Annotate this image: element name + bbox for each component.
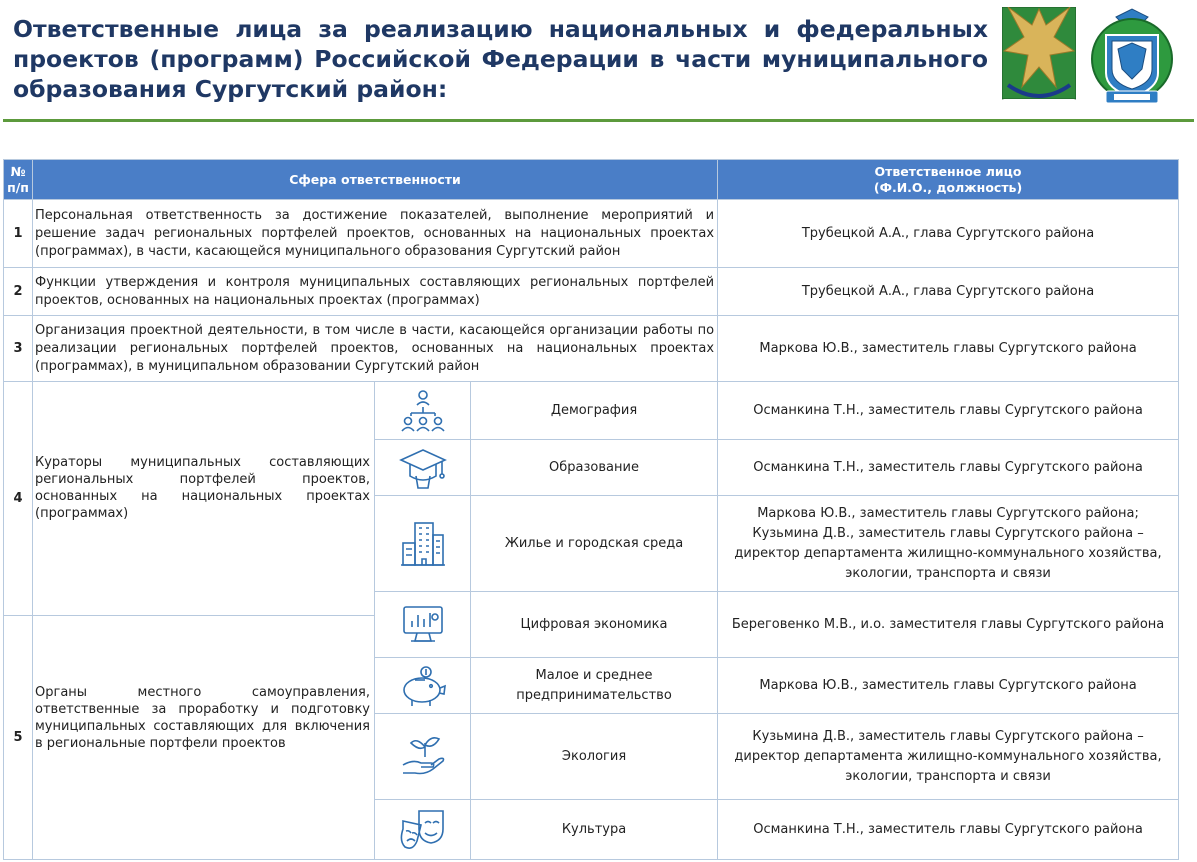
education-icon — [398, 446, 448, 490]
project-name — [471, 658, 718, 714]
project-responsible-line: экологии, транспорта и связи — [845, 565, 1051, 581]
col-header-responsible-line2: (Ф.И.О., должность) — [873, 179, 1023, 195]
project-icon-cell — [375, 440, 471, 496]
project-responsible-line: Маркова Ю.В., заместитель главы Сургутского района; — [757, 505, 1139, 521]
project-icon-cell — [375, 382, 471, 440]
project-responsible: Османкина Т.Н., заместитель главы Сургутского района — [718, 440, 1179, 496]
demography-icon — [399, 389, 447, 433]
row-responsible: Трубецкой А.А., глава Сургутского района — [718, 200, 1179, 268]
project-responsible-line: Кузьмина Д.В., заместитель главы Сургутского района – — [752, 728, 1144, 744]
row-responsible: Маркова Ю.В., заместитель главы Сургутского района — [718, 316, 1179, 382]
row-number: 2 — [4, 268, 33, 316]
row-number: 4 — [4, 382, 33, 616]
table-row — [4, 382, 1179, 440]
col-header-sphere: Сфера ответственности — [33, 160, 718, 200]
project-responsible-line: Кузьмина Д.В., заместитель главы Сургутского района – — [752, 525, 1144, 541]
row-sphere-local-government: Органы местного самоуправления, ответственные за проработку и подготовку муниципальных составляющих для включения в региональные портфели проектов — [33, 616, 375, 860]
table-row — [4, 268, 1179, 316]
row-sphere-curators: Кураторы муниципальных составляющих региональных портфелей проектов, основанных на национальных проектах (программах) — [33, 382, 375, 616]
project-responsible: Османкина Т.Н., заместитель главы Сургутского района — [718, 800, 1179, 860]
table-header-row — [4, 160, 1179, 200]
col-header-num: № п/п — [4, 160, 33, 200]
page-header — [0, 0, 1197, 124]
project-icon-cell — [375, 800, 471, 860]
responsibility-table — [3, 159, 1179, 860]
yugra-coat-of-arms-icon — [1086, 7, 1178, 107]
culture-icon — [399, 807, 447, 853]
surgut-district-emblem-icon — [1002, 7, 1076, 107]
col-header-responsible — [718, 160, 1179, 200]
housing-icon — [399, 519, 447, 569]
project-responsible-line: директор департамента жилищно-коммунального хозяйства, — [734, 545, 1162, 561]
project-responsible-line: директор департамента жилищно-коммунального хозяйства, — [734, 748, 1162, 764]
project-name-line: Малое и среднее — [535, 667, 653, 683]
project-icon-cell — [375, 714, 471, 800]
project-name: Цифровая экономика — [471, 592, 718, 658]
header-divider — [3, 119, 1194, 122]
row-sphere: Персональная ответственность за достижение показателей, выполнение мероприятий и решение задач региональных портфелей проектов, основанных на национальных проектах (программах), в части, касающейся муниципального образования Сургутский район — [33, 200, 718, 268]
project-responsible-line: экологии, транспорта и связи — [845, 768, 1051, 784]
project-name: Культура — [471, 800, 718, 860]
small-business-icon — [398, 664, 448, 708]
project-name: Демография — [471, 382, 718, 440]
row-number: 3 — [4, 316, 33, 382]
ecology-icon — [399, 733, 447, 781]
row-sphere: Функции утверждения и контроля муниципальных составляющих региональных портфелей проектов, основанных на национальных проектах (программах) — [33, 268, 718, 316]
row-number: 5 — [4, 616, 33, 860]
project-icon-cell — [375, 496, 471, 592]
project-icon-cell — [375, 592, 471, 658]
col-header-responsible-line1: Ответственное лицо — [874, 163, 1022, 179]
row-sphere: Организация проектной деятельности, в том числе в части, касающейся организации работы по реализации региональных портфелей проектов, основанных на национальных проектах (программах), в муниципальном образовании Сургутский район — [33, 316, 718, 382]
project-responsible: Османкина Т.Н., заместитель главы Сургутского района — [718, 382, 1179, 440]
project-name: Экология — [471, 714, 718, 800]
row-responsible: Трубецкой А.А., глава Сургутского района — [718, 268, 1179, 316]
table-row — [4, 200, 1179, 268]
project-name-line: предпринимательство — [516, 687, 672, 703]
project-responsible — [718, 714, 1179, 800]
table-row — [4, 316, 1179, 382]
project-icon-cell — [375, 658, 471, 714]
project-responsible: Маркова Ю.В., заместитель главы Сургутского района — [718, 658, 1179, 714]
project-name: Жилье и городская среда — [471, 496, 718, 592]
page-title: Ответственные лица за реализацию национальных и федеральных проектов (программ) Российской Федерации в части муниципального образования Сургутский район: — [13, 15, 988, 103]
digital-economy-icon — [399, 603, 447, 647]
project-responsible — [718, 496, 1179, 592]
row-number: 1 — [4, 200, 33, 268]
project-responsible: Береговенко М.В., и.о. заместителя главы Сургутского района — [718, 592, 1179, 658]
project-name: Образование — [471, 440, 718, 496]
